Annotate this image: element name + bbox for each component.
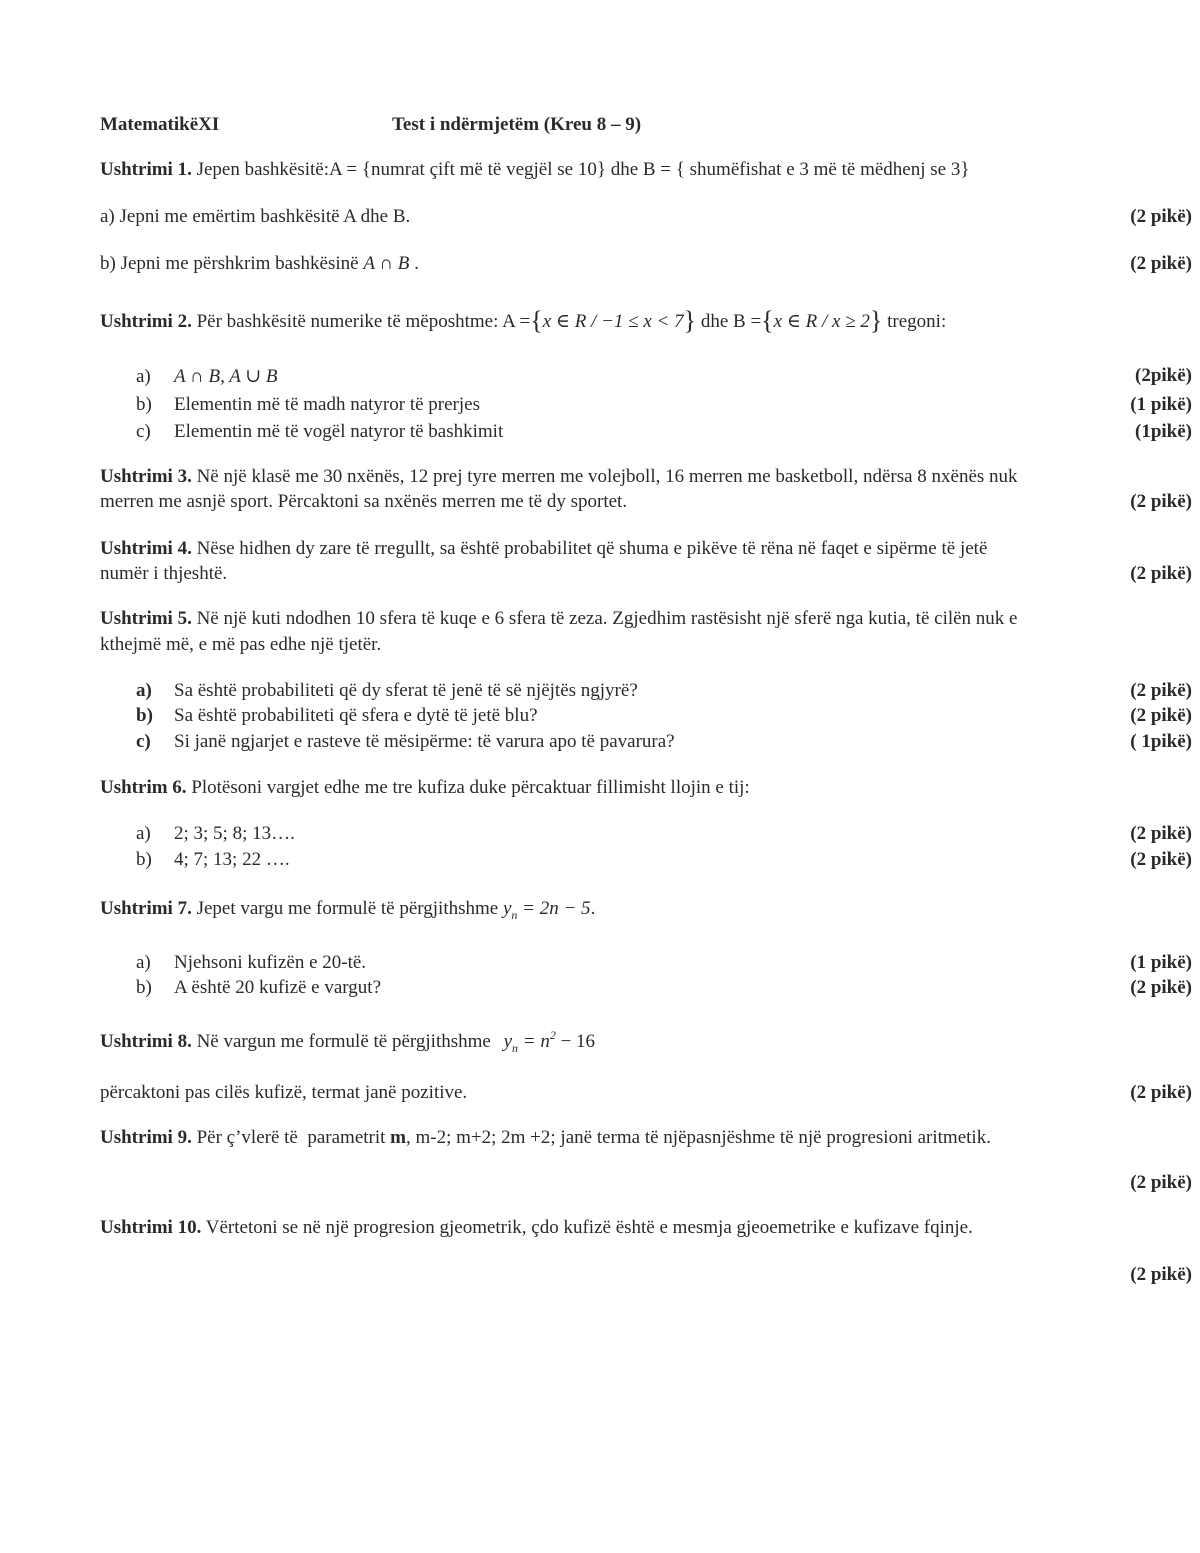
sequence-formula (503, 1028, 596, 1055)
exercise-5-line-2: kthejmë më, e më pas edhe një tjetër. (100, 634, 382, 655)
set-a-definition: x ∈ R / −1 ≤ x < 7 (542, 311, 684, 332)
item-text: A është 20 kufizë e vargut? (174, 977, 381, 998)
exercise-5b-points: (2 pikë) (1130, 705, 1192, 726)
item-label: c) (136, 421, 151, 442)
item-text: 2; 3; 5; 8; 13…. (174, 823, 295, 844)
exercise-3-line-2: merren me asnjë sport. Përcaktoni sa nxënës merren me të dy sportet. (100, 491, 628, 512)
exercise-3-points: (2 pikë) (1130, 491, 1192, 512)
exercise-1-statement (100, 159, 1192, 181)
exercise-6a-points: (2 pikë) (1130, 823, 1192, 844)
exercise-4-text: Nëse hidhen dy zare të rregullt, sa është probabilitet që shuma e pikëve të rëna në faqet e sipërme të jetë (196, 538, 988, 559)
exercise-9-text: Për ç’vlerë të parametrit (196, 1127, 391, 1148)
exercise-1b (100, 253, 1192, 275)
exercise-2-end: tregoni: (887, 311, 947, 332)
exercise-1a-points: (2 pikë) (1130, 206, 1192, 227)
set-b-definition: x ∈ R / x ≥ 2 (773, 311, 870, 332)
exercise-1b-period: . (414, 253, 419, 274)
formula-y: y (502, 898, 512, 919)
exercise-6-text: Plotësoni vargjet edhe me tre kufiza duke përcaktuar fillimisht llojin e tij: (191, 777, 750, 798)
exercise-8-label: Ushtrimi 8. (100, 1031, 192, 1052)
exercise-9-param: m (390, 1127, 406, 1148)
exercise-9-text-end: , m-2; m+2; 2m +2; janë terma të njëpasnjëshme të një progresioni aritmetik. (406, 1127, 991, 1148)
formula-y: y (503, 1031, 513, 1052)
exercise-7-text: Jepet vargu me formulë të përgjithshme (196, 898, 499, 919)
formula-tail: − 16 (555, 1031, 596, 1052)
exercise-3-label: Ushtrimi 3. (100, 466, 192, 487)
exercise-2c-points: (1pikë) (1135, 421, 1192, 442)
exercise-5a (136, 680, 638, 702)
exercise-6b (136, 849, 290, 871)
exercise-5-label: Ushtrimi 5. (100, 608, 192, 629)
item-text: Si janë ngjarjet e rasteve të mësipërme: të varura apo të pavarura? (174, 731, 675, 752)
subject-title: MatematikëXI (100, 114, 220, 135)
formula-exponent: 2 (549, 1028, 556, 1042)
exercise-1-label: Ushtrimi 1. (100, 159, 192, 180)
item-text: Njehsoni kufizën e 20-të. (174, 952, 367, 973)
exercise-7b-points: (2 pikë) (1130, 977, 1192, 998)
exercise-5-text: Në një kuti ndodhen 10 sfera të kuqe e 6 sfera të zeza. Zgjedhim rastësisht një sferë nga kutia, të cilën nuk e (196, 608, 1018, 629)
exercise-5b (136, 705, 538, 727)
exercise-4-label: Ushtrimi 4. (100, 538, 192, 559)
item-text: 4; 7; 13; 22 …. (174, 849, 290, 870)
exercise-10-label: Ushtrimi 10. (100, 1217, 202, 1238)
exercise-4-line-1 (100, 538, 1192, 560)
item-label: a) (136, 366, 151, 387)
exercise-2c (136, 421, 503, 443)
exercise-1b-points: (2 pikë) (1130, 253, 1192, 274)
exercise-7b (136, 977, 381, 999)
exercise-2b-points: (1 pikë) (1130, 394, 1192, 415)
item-label: b) (136, 849, 152, 870)
exercise-5-line-1 (100, 608, 1192, 630)
item-label: a) (136, 823, 151, 844)
exercise-10-text: Vërtetoni se në një progresion gjeometrik, çdo kufizë është e mesmja gjeoemetrike e kufizave fqinje. (205, 1217, 973, 1238)
exercise-2a-points: (2pikë) (1135, 365, 1192, 386)
item-text: Sa është probabiliteti që sfera e dytë të jetë blu? (174, 705, 538, 726)
exercise-8-points: (2 pikë) (1130, 1082, 1192, 1103)
formula-subscript: n (511, 908, 518, 922)
exercise-7-label: Ushtrimi 7. (100, 898, 192, 919)
exercise-3-line-1 (100, 466, 1192, 488)
exercise-10-points: (2 pikë) (1130, 1264, 1192, 1285)
exercise-4-points: (2 pikë) (1130, 563, 1192, 584)
exercise-1a-text: a) Jepni me emërtim bashkësitë A dhe B. (100, 206, 411, 227)
exercise-2-mid: dhe B = (700, 311, 762, 332)
item-label: b) (136, 705, 153, 726)
exercise-9-statement (100, 1127, 1192, 1149)
exercise-8-line-2: përcaktoni pas cilës kufizë, termat janë pozitive. (100, 1082, 468, 1103)
exercise-2b (136, 394, 480, 416)
exercise-8-text: Në vargun me formulë të përgjithshme (196, 1031, 491, 1052)
item-label: c) (136, 731, 151, 752)
item-text: Elementin më të vogël natyror të bashkimit (174, 421, 504, 442)
exercise-5c-points: ( 1pikë) (1130, 731, 1192, 752)
exercise-1-text: Jepen bashkësitë:A = {numrat çift më të vegjël se 10} dhe B = { shumëfishat e 3 më të mëdhenj se 3} (196, 159, 970, 180)
exercise-6b-points: (2 pikë) (1130, 849, 1192, 870)
exercise-2-statement: Ushtrimi 2. Për bashkësitë numerike të mëposhtme: A ={x ∈ R / −1 ≤ x < 7} dhe B ={x ∈ R / x ≥ 2} tregoni: (100, 306, 947, 335)
exercise-2a (136, 365, 278, 388)
exercise-5c (136, 731, 675, 753)
exercise-6-statement (100, 777, 1192, 799)
test-title: Test i ndërmjetëm (Kreu 8 – 9) (392, 114, 642, 135)
item-label: a) (136, 680, 152, 701)
exercise-1b-text: b) Jepni me përshkrim bashkësinë (100, 253, 359, 274)
exercise-10-statement (100, 1217, 1192, 1239)
exercise-2-text: Për bashkësitë numerike të mëposhtme: A = (196, 311, 531, 332)
exercise-7a (136, 952, 366, 974)
exercise-3-text: Në një klasë me 30 nxënës, 12 prej tyre merren me volejboll, 16 merren me basketboll, ndërsa 8 nxënës nuk (196, 466, 1018, 487)
exercise-6a (136, 823, 295, 845)
exercise-7-statement (100, 898, 1192, 923)
sequence-formula (502, 898, 591, 922)
exercise-9-points: (2 pikë) (1130, 1172, 1192, 1193)
exercise-8-statement (100, 1028, 1192, 1056)
exercise-1b-math: A ∩ B (363, 253, 410, 274)
item-text: A ∩ B, A ∪ B (174, 366, 278, 387)
item-label: b) (136, 394, 152, 415)
exercise-1a (100, 206, 1192, 228)
formula-subscript: n (512, 1041, 519, 1055)
exercise-6-label: Ushtrim 6. (100, 777, 187, 798)
exercise-7a-points: (1 pikë) (1130, 952, 1192, 973)
item-label: b) (136, 977, 152, 998)
header (100, 114, 1192, 136)
exercise-4-line-2: numër i thjeshtë. (100, 563, 228, 584)
item-text: Sa është probabiliteti që dy sferat të jenë të së njëjtës ngjyrë? (174, 680, 638, 701)
formula-rhs: = 2n − 5 (522, 898, 591, 919)
exercise-7-period: . (590, 898, 596, 919)
exercise-5a-points: (2 pikë) (1130, 680, 1192, 701)
item-label: a) (136, 952, 151, 973)
item-text: Elementin më të madh natyror të prerjes (174, 394, 480, 415)
formula-rhs: = n (522, 1031, 550, 1052)
exercise-9-label: Ushtrimi 9. (100, 1127, 192, 1148)
exercise-2-label: Ushtrimi 2. (100, 311, 192, 332)
